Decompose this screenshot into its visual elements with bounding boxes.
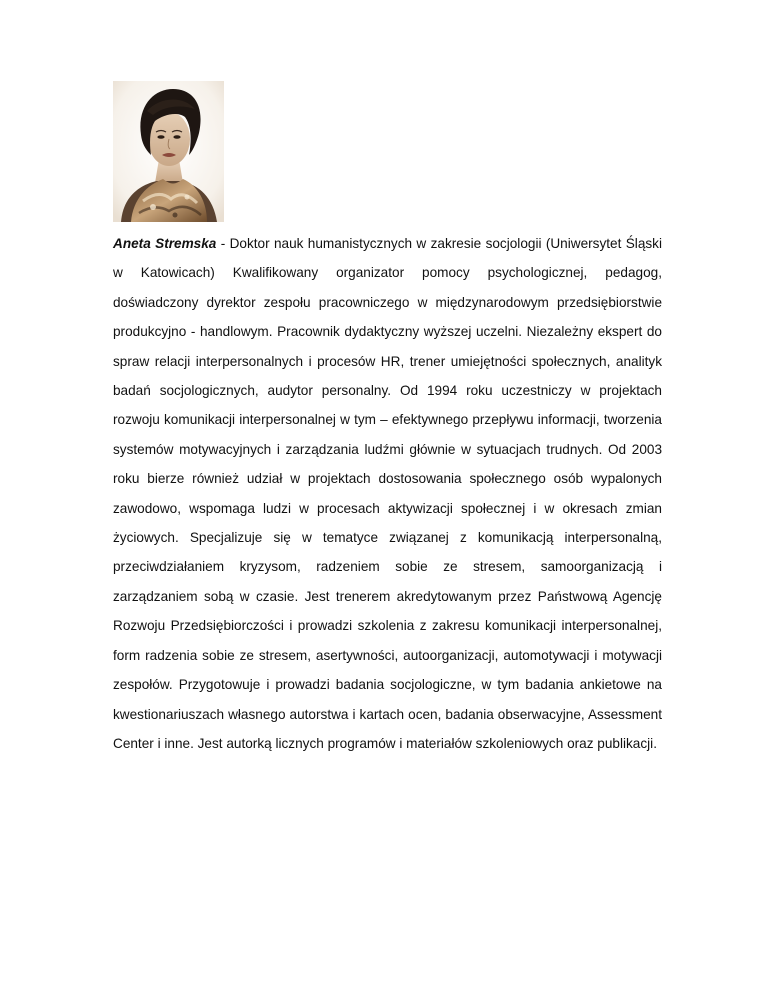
author-portrait-photo bbox=[113, 81, 224, 222]
author-name: Aneta Stremska bbox=[113, 236, 217, 251]
author-bio-paragraph bbox=[113, 229, 662, 758]
author-bio-text: - Doktor nauk humanistycznych w zakresie socjologii (Uniwersytet Śląski w Katowicach) Kwalifikowany organizator pomocy psychologicznej, pedagog, doświadczony dyrektor zespołu pracowniczego w międzynarodowym przedsiębiorstwie produkcyjno - handlowym. Pracownik dydaktyczny wyższej uczelni. Niezależny ekspert do spraw relacji interpersonalnych i procesów HR, trener umiejętności społecznych, analityk badań socjologicznych, audytor personalny. Od 1994 roku uczestniczy w projektach rozwoju komunikacji interpersonalnej w tym – efektywnego przepływu informacji, tworzenia systemów motywacyjnych i zarządzania ludźmi głównie w sytuacjach trudnych. Od 2003 roku bierze również udział w projektach dostosowania społecznego osób wypalonych zawodowo, wspomaga ludzi w procesach aktywizacji społecznej i w okresach zmian życiowych. Specjalizuje się w tematyce związanej z komunikacją interpersonalną, przeciwdziałaniem kryzysom, radzeniem sobie ze stresem, samoorganizacją i zarządzaniem sobą w czasie. Jest trenerem akredytowanym przez Państwową Agencję Rozwoju Przedsiębiorczości i prowadzi szkolenia z zakresu komunikacji interpersonalnej, form radzenia sobie ze stresem, asertywności, autoorganizacji, automotywacji i motywacji zespołów. Przygotowuje i prowadzi badania socjologiczne, w tym badania ankietowe na kwestionariuszach własnego autorstwa i kartach ocen, badania obserwacyjne, Assessment Center i inne. Jest autorką licznych programów i materiałów szkoleniowych oraz publikacji. bbox=[113, 236, 662, 751]
